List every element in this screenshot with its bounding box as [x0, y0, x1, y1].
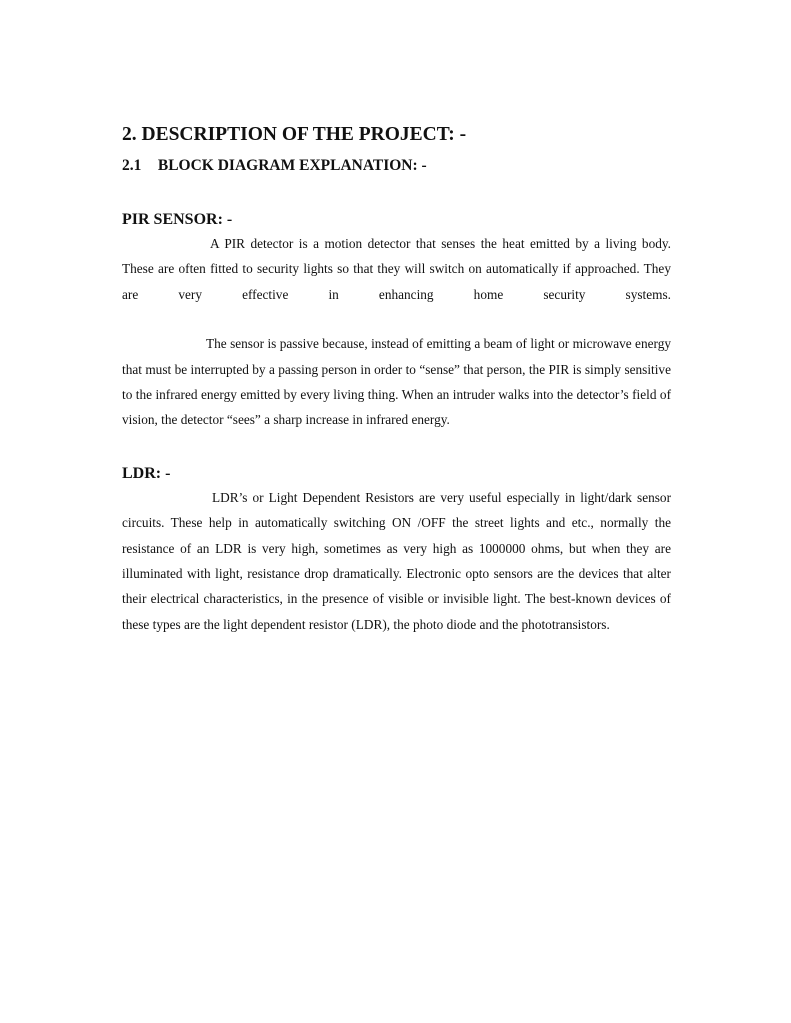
pir-sensor-heading: PIR SENSOR: -: [122, 211, 233, 228]
sub-heading-title: BLOCK DIAGRAM EXPLANATION: -: [157, 157, 427, 174]
section-ldr: [122, 463, 671, 637]
section-pir-sensor: [122, 209, 671, 433]
ldr-paragraph-1: LDR’s or Light Dependent Resistors are very useful especially in light/dark sensor circuits. These help in automatically switching ON /OFF the street lights and etc., normally the resistance of an LDR is very high, sometimes as very high as 1000000 ohms, but when they are illuminated with light, resistance drop dramatically. Electronic opto sensors are the devices that alter their electrical characteristics, in the presence of visible or invisible light. The best-known devices of these types are the light dependent resistor (LDR), the photo diode and the phototransistors.: [122, 489, 671, 632]
pir-paragraph-1: A PIR detector is a motion detector that senses the heat emitted by a living body. These are often fitted to security lights so that they will switch on automatically if approached. They are very effective in enhancing home security systems.: [122, 236, 671, 302]
pir-paragraph-2: The sensor is passive because, instead of emitting a beam of light or microwave energy that must be interrupted by a passing person in order to “sense” that person, the PIR is simply sensitive to the infrared energy emitted by every living thing. When an intruder walks into the detector’s field of vision, the detector “sees” a sharp increase in infrared energy.: [122, 336, 671, 428]
main-heading: 2. DESCRIPTION OF THE PROJECT: -: [122, 124, 467, 145]
ldr-heading: LDR: -: [122, 464, 171, 482]
paragraph-gap: [122, 307, 671, 331]
page-content: [122, 121, 671, 637]
sub-heading-number: 2.1: [122, 157, 142, 174]
sub-heading: [122, 155, 671, 177]
